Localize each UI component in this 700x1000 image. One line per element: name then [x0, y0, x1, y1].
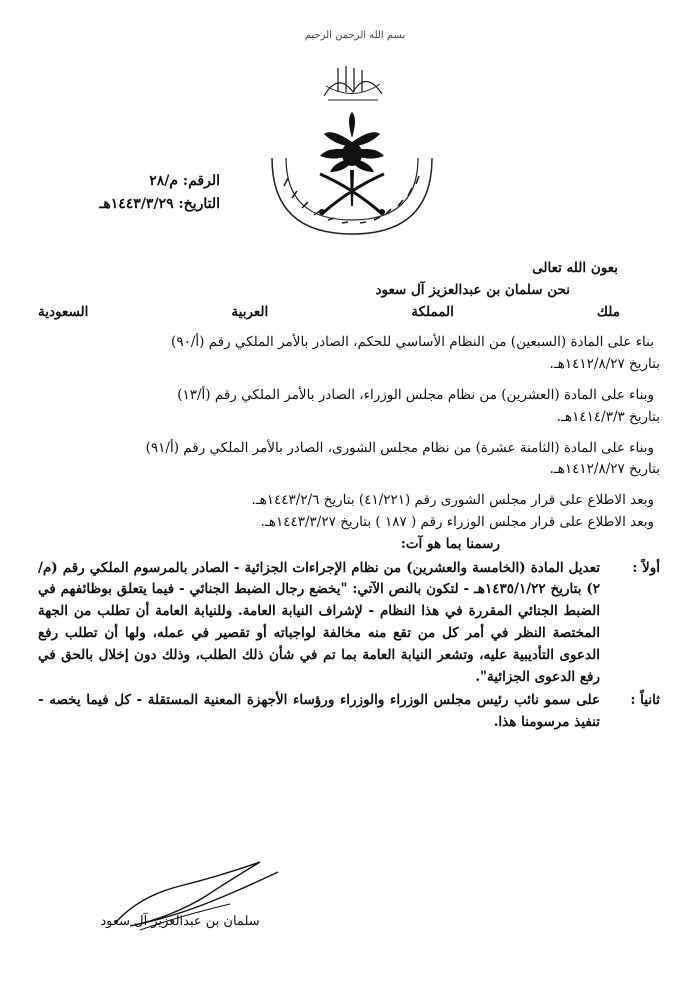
preamble-invocation: بعون الله تعالى	[532, 260, 618, 276]
item-number: أولاً :	[632, 559, 660, 576]
recital-1-line-2: بتاريخ ١٤١٢/٨/٢٧هـ.	[549, 356, 660, 373]
item-number: ثانياً :	[630, 692, 660, 709]
decree-intro: رسمنا بما هو آت:	[400, 535, 500, 552]
reference-date: التاريخ: ١٤٤٣/٣/٢٩هـ	[99, 196, 220, 212]
review-council-of-ministers: وبعد الاطلاع على قرار مجلس الوزراء رقم ( ١٨٧ ) بتاريخ ١٤٤٣/٣/٢٧هـ.	[260, 513, 654, 530]
recital-3-line-1: وبناء على المادة (الثامنة عشرة) من نظام مجلس الشورى، الصادر بالأمر الملكي رقم (أ/٩١)	[145, 439, 654, 456]
preamble-kingdom: ملك المملكة العربية السعودية	[38, 303, 620, 320]
recital-3-line-2: بتاريخ ١٤١٢/٨/٢٧هـ.	[549, 461, 660, 478]
royal-emblem-icon	[262, 108, 442, 238]
item-text: على سمو نائب رئيس مجلس الوزراء والوزراء ورؤساء الأجهزة المعنية المستقلة - كل فيما يخصه - تنفيذ مرسومنا هذا.	[38, 692, 600, 731]
item-text: تعديل المادة (الخامسة والعشرين) من نظام الإجراءات الجزائية - الصادر بالمرسوم الملكي رقم (م/٢) بتاريخ ١٤٣٥/١/٢٢هـ - لتكون بالنص الآتي: "يخضع رجال الضبط الجنائي - فيما يتعلق بوظائفهم في الضبط الجنائي المقررة في هذا النظام - لإشراف النيابة العامة. وللنيابة العامة أن تطلب من الجهة المختصة النظر في أمر كل من تقع منه مخالفة لواجباته أو تقصير في عمله، ولها أن تطلب رفع الدعوى التأديبية عليه، وتشعر النيابة العامة بما تم في شأن ذلك الطلب، وذلك دون إخلال بالحق في رفع الدعوى الجزائية".	[38, 559, 600, 685]
signatory-name: سلمان بن عبدالعزيز آل سعود	[100, 914, 260, 929]
review-shura-council: وبعد الاطلاع على قرار مجلس الشورى رقم (٤١/٢٢١) بتاريخ ١٤٤٣/٢/٦هـ.	[251, 492, 654, 509]
preamble-king-name: نحن سلمان بن عبدالعزيز آل سعود	[375, 281, 570, 298]
shahada-calligraphy	[318, 62, 388, 106]
decree-item-first	[38, 558, 660, 689]
reference-number: الرقم: م/٢٨	[149, 173, 220, 189]
reference-block	[60, 170, 220, 216]
recital-2-line-1: وبناء على المادة (العشرين) من نظام مجلس الوزراء، الصادر بالأمر الملكي رقم (أ/١٣)	[177, 386, 654, 403]
recital-1-line-1: بناء على المادة (السبعين) من النظام الأساسي للحكم، الصادر بالأمر الملكي رقم (أ/٩٠)	[171, 334, 654, 351]
decree-item-second	[38, 690, 660, 734]
recital-2-line-2: بتاريخ ١٤١٤/٣/٣هـ.	[556, 408, 660, 425]
basmala-text: بسم الله الرحمن الرحيم	[304, 30, 406, 41]
decree-body	[38, 258, 660, 734]
